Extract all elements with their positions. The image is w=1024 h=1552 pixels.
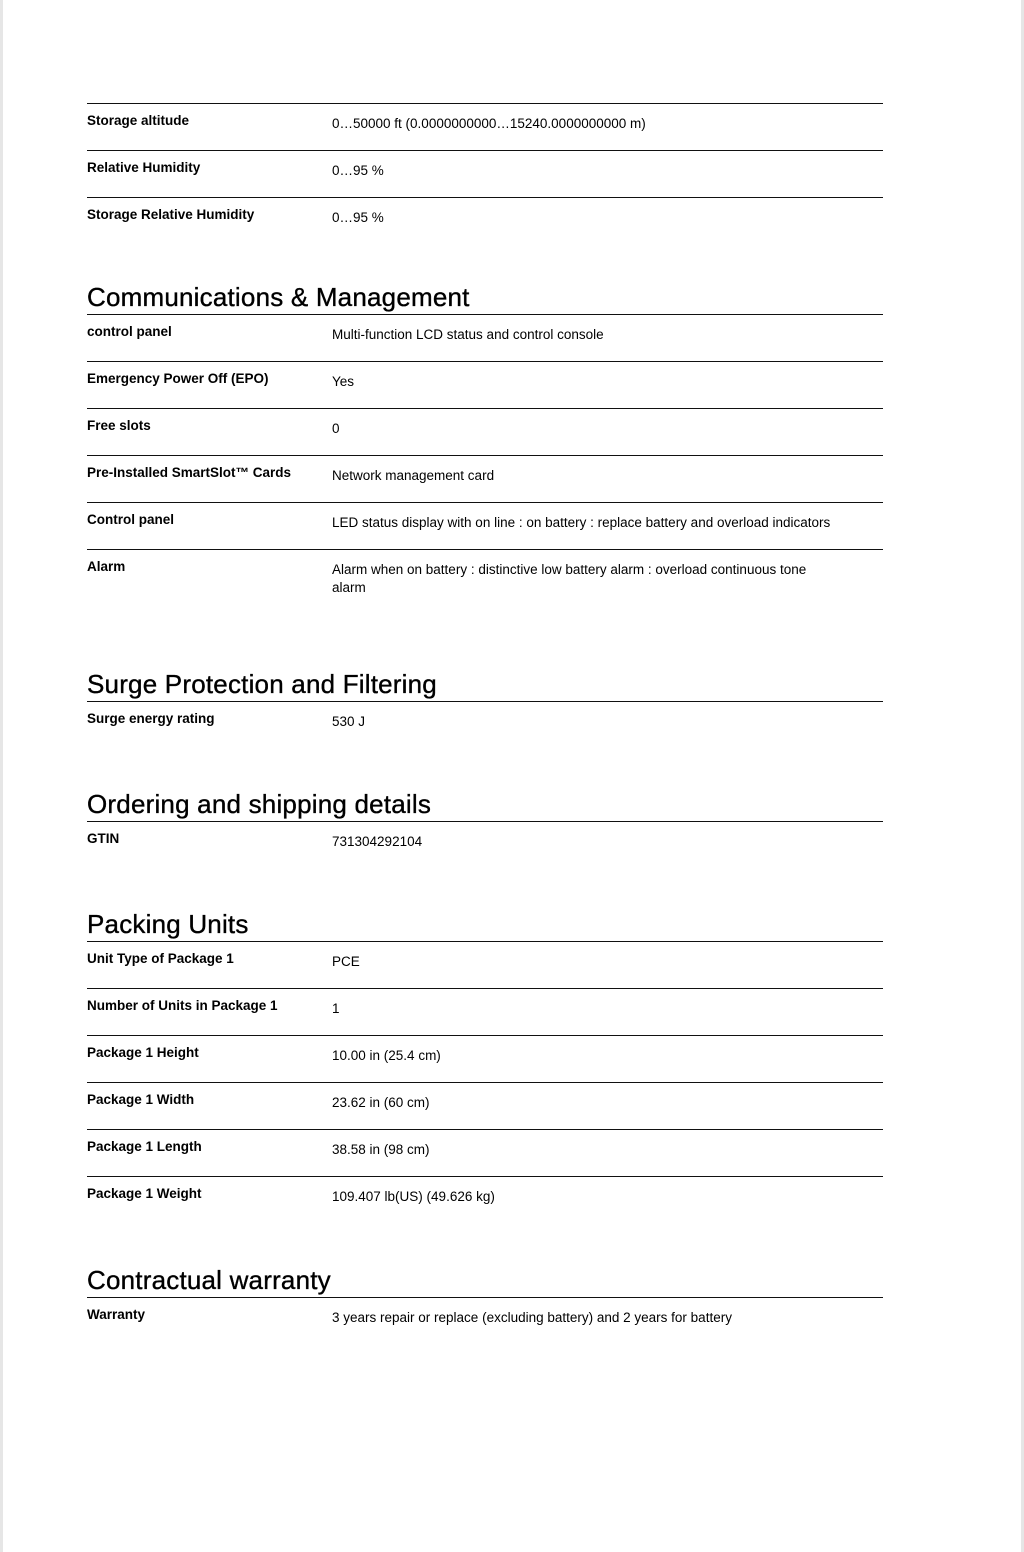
spec-label: Control panel	[87, 512, 174, 527]
table-row	[87, 1083, 883, 1130]
spec-label: Pre-Installed SmartSlot™ Cards	[87, 465, 292, 480]
spec-label: Storage altitude	[87, 113, 190, 128]
table-row	[87, 702, 883, 749]
spec-value: 1	[332, 1001, 340, 1016]
spec-value: 38.58 in (98 cm)	[332, 1142, 430, 1157]
ordering-section	[87, 788, 883, 868]
spec-value: 731304292104	[332, 834, 423, 849]
section-title: Packing Units	[87, 909, 249, 939]
table-row	[87, 503, 883, 550]
table-row	[87, 1036, 883, 1083]
table-row	[87, 989, 883, 1036]
table-row	[87, 1298, 883, 1345]
section-title: Contractual warranty	[87, 1265, 331, 1295]
packing-section	[87, 908, 883, 1223]
spec-label: Relative Humidity	[87, 160, 201, 175]
table-row	[87, 1130, 883, 1177]
section-title: Communications & Management	[87, 282, 470, 312]
page-edge-left	[0, 0, 3, 1552]
spec-label: GTIN	[87, 831, 120, 846]
table-row	[87, 1177, 883, 1224]
spec-value: 0…95 %	[332, 163, 384, 178]
spec-label: Storage Relative Humidity	[87, 207, 255, 222]
table-row	[87, 409, 883, 456]
environment-table	[87, 103, 883, 244]
table-row	[87, 942, 883, 989]
spec-value: Network management card	[332, 468, 495, 483]
spec-label: control panel	[87, 324, 172, 339]
communications-section	[87, 281, 883, 629]
section-title: Surge Protection and Filtering	[87, 669, 437, 699]
spec-value: LED status display with on line : on battery : replace battery and overload indicators	[332, 515, 831, 530]
spec-value: Alarm when on battery : distinctive low battery alarm : overload continuous tone alarm	[332, 562, 807, 595]
table-row	[87, 362, 883, 409]
spec-value: Yes	[332, 374, 355, 389]
warranty-table	[87, 1297, 883, 1344]
section-title: Ordering and shipping details	[87, 789, 432, 819]
spec-label: Warranty	[87, 1307, 146, 1322]
spec-value: 109.407 lb(US) (49.626 kg)	[332, 1189, 495, 1204]
surge-table	[87, 701, 883, 748]
spec-value: 0	[332, 421, 340, 436]
table-row	[87, 456, 883, 503]
spec-value: 23.62 in (60 cm)	[332, 1095, 430, 1110]
spec-label: Package 1 Height	[87, 1045, 199, 1060]
table-row	[87, 104, 883, 151]
spec-label: Unit Type of Package 1	[87, 951, 234, 966]
spec-value: Multi-function LCD status and control console	[332, 327, 604, 342]
table-row	[87, 315, 883, 362]
spec-label: Free slots	[87, 418, 151, 433]
spec-value: 0…50000 ft (0.0000000000…15240.0000000000 m)	[332, 116, 646, 131]
spec-label: Alarm	[87, 559, 126, 574]
spec-value: 10.00 in (25.4 cm)	[332, 1048, 441, 1063]
spec-label: Emergency Power Off (EPO)	[87, 371, 269, 386]
table-row	[87, 822, 883, 869]
spec-value: 3 years repair or replace (excluding battery) and 2 years for battery	[332, 1310, 732, 1325]
spec-label: Package 1 Weight	[87, 1186, 202, 1201]
spec-sheet	[87, 103, 883, 1344]
spec-value: 0…95 %	[332, 210, 384, 225]
environment-section	[87, 103, 883, 244]
spec-label: Package 1 Width	[87, 1092, 195, 1107]
warranty-section	[87, 1264, 883, 1344]
ordering-table	[87, 821, 883, 868]
spec-value: 530 J	[332, 714, 366, 729]
table-row	[87, 151, 883, 198]
spec-label: Surge energy rating	[87, 711, 215, 726]
spec-label: Number of Units in Package 1	[87, 998, 278, 1013]
surge-section	[87, 668, 883, 748]
table-row	[87, 550, 883, 630]
communications-table	[87, 314, 883, 629]
packing-table	[87, 941, 883, 1223]
spec-label: Package 1 Length	[87, 1139, 202, 1154]
table-row	[87, 198, 883, 245]
spec-value: PCE	[332, 954, 360, 969]
